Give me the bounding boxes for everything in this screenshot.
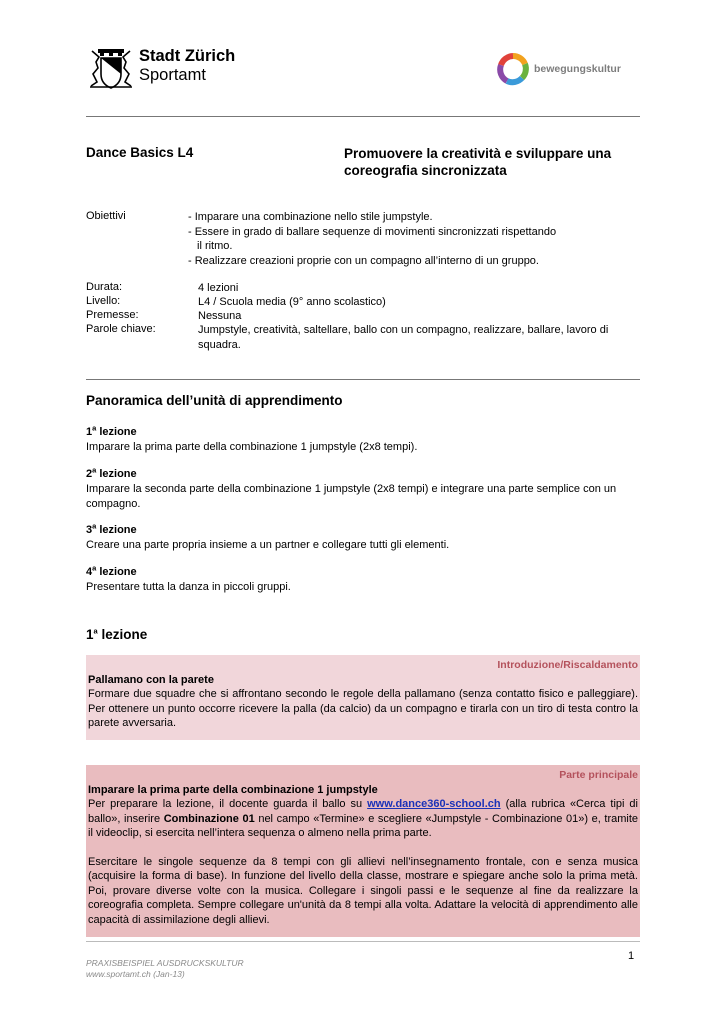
info-value-keywords: Jumpstyle, creatività, saltellare, ballo con un compagno, realizzare, ballare, lavoro di squadra. — [198, 324, 609, 351]
colorful-ring-icon — [496, 52, 530, 86]
lesson-description: Creare una parte propria insieme a un partner e collegare tutti gli elementi. — [86, 539, 450, 551]
course-title: Dance Basics L4 — [86, 145, 194, 160]
box-title: Pallamano con la parete — [88, 673, 214, 686]
objectives-list — [188, 210, 638, 268]
info-value-prereq: Nessuna — [198, 310, 242, 322]
overview-heading: Panoramica dell’unità di apprendimento — [86, 393, 343, 408]
box-tag: Parte principale — [559, 769, 638, 781]
info-label-prereq: Premesse: — [86, 309, 139, 321]
course-subtitle: Promuovere la creatività e sviluppare una coreografia sincronizzata — [344, 146, 612, 178]
objective-item: - Imparare una combinazione nello stile jumpstyle. — [188, 211, 433, 223]
box-text: Formare due squadre che si affrontano secondo le regole della pallamano (senza contatto fisico e palleggiare). Per ottenere un punto occorre ricevere la palla (da calcio) da un compagno e tirarla con un tiro di testa contro la parete avversaria. — [88, 688, 638, 729]
footer-line: www.sportamt.ch (Jan-13) — [86, 969, 185, 979]
dance360-link[interactable]: www.dance360-school.ch — [367, 798, 501, 810]
main-part-box — [86, 765, 640, 937]
lesson-description: Imparare la seconda parte della combinazione 1 jumpstyle (2x8 tempi) e integrare una parte semplice con un compagno. — [86, 483, 617, 510]
city-name: Stadt Zürich — [139, 47, 236, 65]
footer-line: PRAXISBEISPIEL AUSDRUCKSKULTUR — [86, 958, 244, 968]
divider — [86, 941, 640, 942]
lesson-heading: 2$^a$ lezione — [86, 465, 137, 480]
objectives-label: Obiettivi — [86, 210, 126, 222]
box-tag: Introduzione/Riscaldamento — [497, 659, 638, 671]
divider — [86, 379, 640, 380]
info-value-level: L4 / Scuola media (9° anno scolastico) — [198, 296, 386, 308]
objective-item: il ritmo. — [197, 240, 233, 252]
box-paragraph: Esercitare le singole sequenze da 8 tempi con gli allievi nell’insegnamento frontale, con e senza musica (acquisire la forma di base). In funzione del livello della classe, mostrare e spiegare anche solo la prima metà. Poi, provare diverse volte con la musica. Collegare i singoli passi e le sequenze al fine da realizzare la coreografia completa. Sempre collegare un'unità da 8 tempi alla volta. Adattare la velocità di apprendimento alle capacità di assimilazione degli allievi. — [88, 855, 638, 926]
info-label-level: Livello: — [86, 295, 121, 307]
info-value-duration: 4 lezioni — [198, 282, 239, 294]
info-label-duration: Durata: — [86, 281, 123, 293]
lesson-heading: 1$^a$ lezione — [86, 423, 137, 438]
box-title: Imparare la prima parte della combinazione 1 jumpstyle — [88, 783, 378, 796]
box-paragraph: Per preparare la lezione, il docente guarda il ballo su www.dance360-school.ch (alla rubrica «Cerca tipi di ballo», inserire Combinazione 01 nel campo «Termine» e scegliere «Jumpstyle - Combinazione 01») e, tramite il videoclip, si esercita nell’intera sequenza o almeno nella prima parte. — [88, 798, 639, 839]
objective-item: - Realizzare creazioni proprie con un compagno all’interno di un gruppo. — [188, 254, 539, 267]
department-name: Sportamt — [139, 65, 206, 84]
warmup-box — [86, 655, 640, 740]
lesson-heading: 3$^a$ lezione — [86, 521, 137, 536]
objective-item: - Essere in grado di ballare sequenze di movimenti sincronizzati rispettando — [188, 225, 557, 238]
stadt-zuerich-logo — [88, 48, 235, 90]
lesson-description: Imparare la prima parte della combinazione 1 jumpstyle (2x8 tempi). — [86, 441, 418, 453]
brand-name: bewegungskultur — [534, 63, 621, 75]
zurich-crest-icon — [88, 48, 134, 90]
lesson-description: Presentare tutta la danza in piccoli gruppi. — [86, 581, 291, 593]
page-number: 1 — [628, 950, 635, 962]
footer — [86, 958, 244, 980]
divider — [86, 116, 640, 117]
lesson1-heading: 1$^a$ lezione — [86, 626, 148, 642]
bewegungskultur-logo — [496, 52, 621, 86]
info-label-keywords: Parole chiave: — [86, 323, 156, 335]
lesson-heading: 4$^a$ lezione — [86, 563, 137, 578]
